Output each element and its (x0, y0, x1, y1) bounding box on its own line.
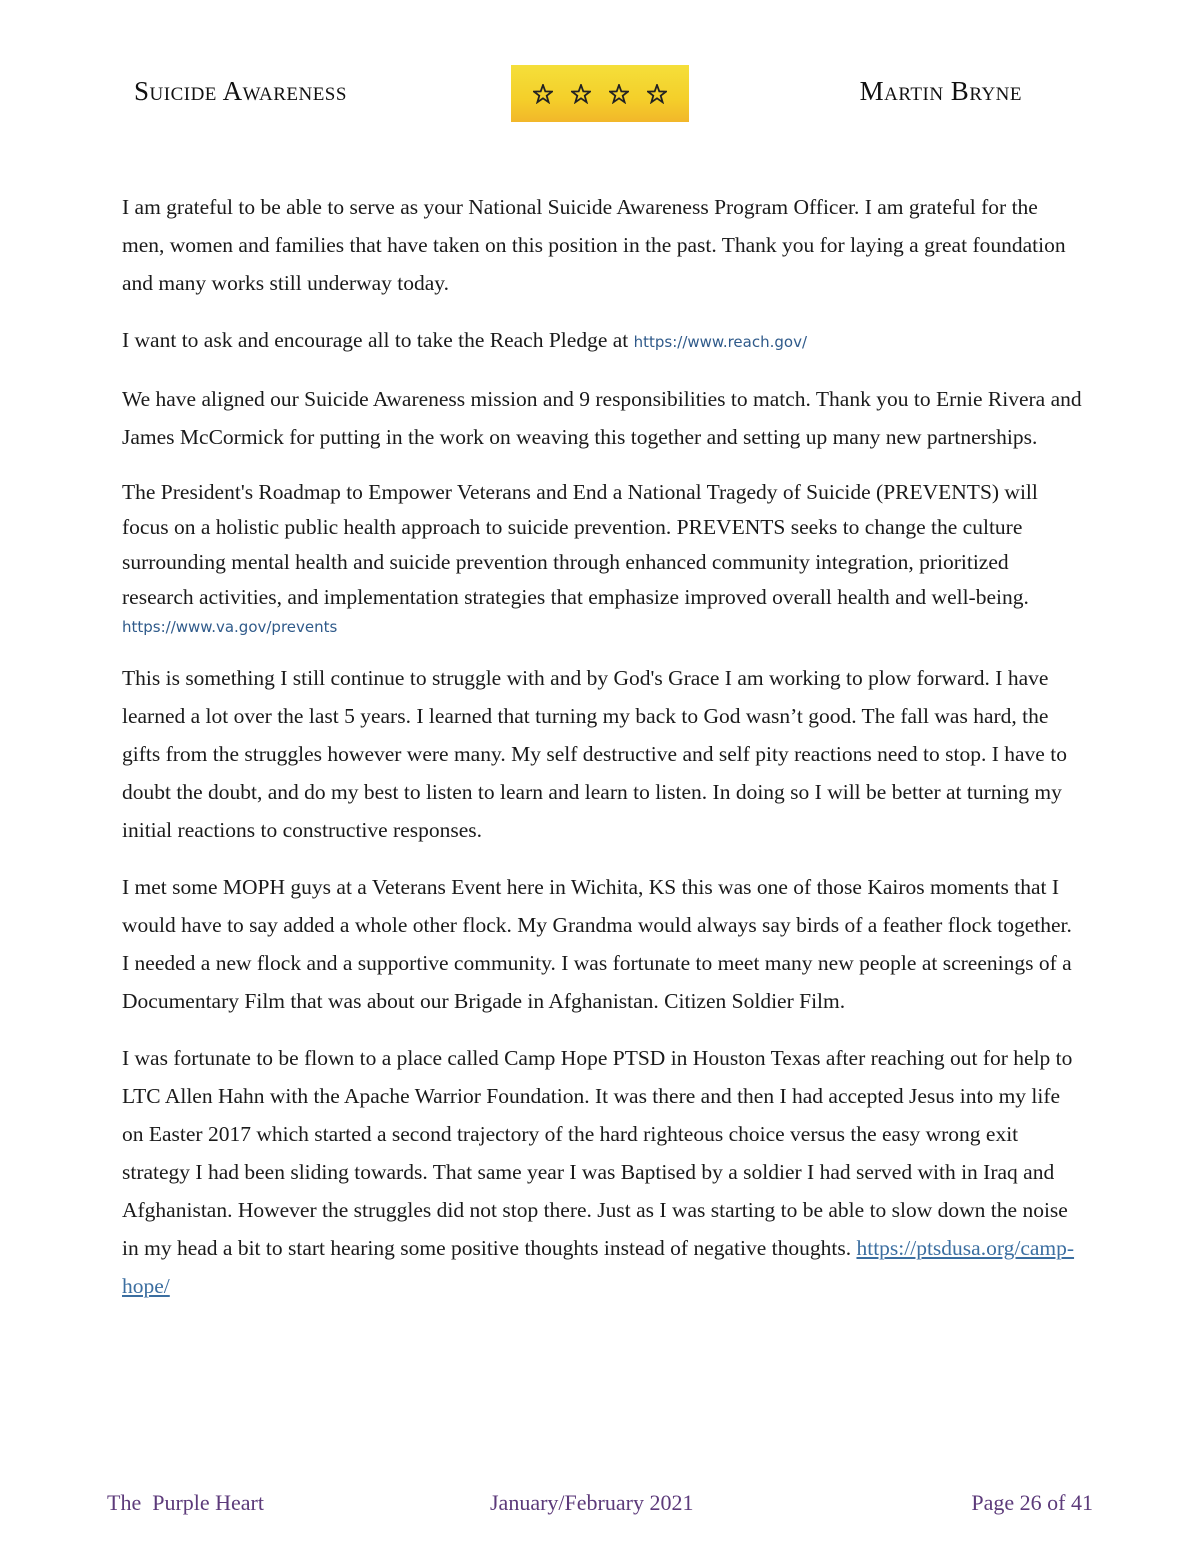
issue-date: January/February 2021 (490, 1490, 694, 1515)
paragraph-moph: I met some MOPH guys at a Veterans Event here in Wichita, KS this was one of those Kairos moments that I would have to say added a whole other flock. My Grandma would always say birds of a feather flock together. I needed a new flock and a supportive community. I was fortunate to meet many new people at screenings of a Documentary Film that was about our Brigade in Afghanistan. Citizen Soldier Film. (122, 875, 1072, 1013)
camp-hope-link[interactable]: https://ptsdusa.org/camp-hope/ (122, 1236, 1075, 1298)
reach-link[interactable]: https://www.reach.gov/ (633, 333, 807, 351)
star-icon (533, 84, 553, 104)
paragraph-camp-hope (122, 1039, 1082, 1305)
section-title: Suicide Awareness (134, 76, 347, 106)
paragraph-struggle: This is something I still continue to struggle with and by God's Grace I am working to plow forward. I have learned a lot over the last 5 years. I learned that turning my back to God wasn’t good. The fall was hard, the gifts from the struggles however were many. My self destructive and self pity reactions need to stop. I have to doubt the doubt, and do my best to listen to learn and learn to listen. In doing so I will be better at turning my initial reactions to constructive responses. (122, 666, 1067, 842)
star-icon (571, 84, 591, 104)
reach-pledge-text: I want to ask and encourage all to take the Reach Pledge at (122, 328, 634, 352)
publication-name: The Purple Heart (107, 1490, 264, 1515)
author-name: Martin Bryne (859, 76, 1022, 106)
star-banner (511, 65, 689, 122)
paragraph-intro: I am grateful to be able to serve as your National Suicide Awareness Program Officer. I am grateful for the men, women and families that have taken on this position in the past. Thank you for laying a great foundation and many works still underway today. (122, 195, 1066, 295)
paragraph-prevents: The President's Roadmap to Empower Veterans and End a National Tragedy of Suicide (PREVENTS) will focus on a holistic public health approach to suicide prevention. PREVENTS seeks to change the culture surrounding mental health and suicide prevention through enhanced community integration, prioritized research activities, and implementation strategies that emphasize improved overall health and well-being. (122, 480, 1038, 609)
camp-hope-text: I was fortunate to be flown to a place called Camp Hope PTSD in Houston Texas after reaching out for help to LTC Allen Hahn with the Apache Warrior Foundation. It was there and then I had accepted Jesus into my life on Easter 2017 which started a second trajectory of the hard righteous choice versus the easy wrong exit strategy I had been sliding towards. That same year I was Baptised by a soldier I had served with in Iraq and Afghanistan. However the struggles did not stop there. Just as I was starting to be able to slow down the noise in my head a bit to start hearing some positive thoughts instead of negative thoughts. (122, 1046, 1073, 1260)
prevents-link[interactable]: https://www.va.gov/prevents (122, 618, 338, 636)
paragraph-mission: We have aligned our Suicide Awareness mission and 9 responsibilities to match. Thank you to Ernie Rivera and James McCormick for putting in the work on weaving this together and setting up many new partnerships. (122, 387, 1082, 449)
page-footer (107, 1490, 1093, 1522)
article-body (122, 188, 1082, 1324)
star-icon (609, 84, 629, 104)
page-number: Page 26 of 41 (971, 1490, 1093, 1515)
star-icon (647, 84, 667, 104)
page-header (0, 0, 1200, 140)
paragraph-reach-pledge (122, 321, 1082, 361)
